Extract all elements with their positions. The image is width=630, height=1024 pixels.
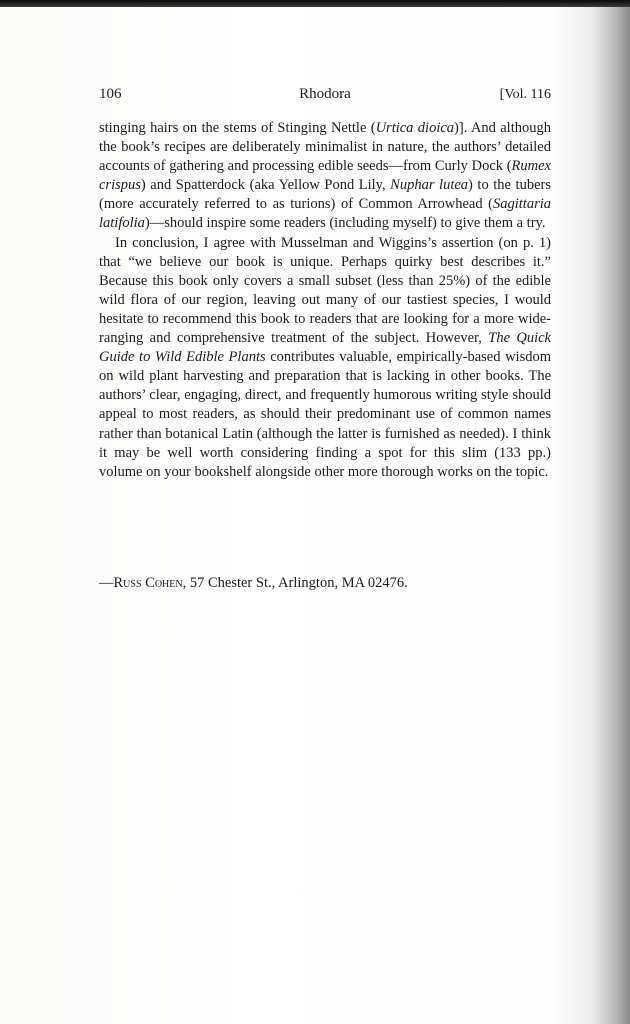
volume-label: [Vol. 116 <box>499 87 551 102</box>
p1-text-5: )—should inspire some readers (including myself) to give them a try. <box>144 215 546 232</box>
paragraph-2 <box>99 234 551 482</box>
p1-text-1: stinging hairs on the stems of Stinging Nettle ( <box>99 120 376 136</box>
p1-species-rumex: Rumex crispus <box>99 158 551 194</box>
p1-text-2: )]. And although the book’s recipes are deliberately minimalist in nature, the authors’ detailed accounts of gathering and processing edible seeds—from Curly Dock ( <box>99 120 551 175</box>
p1-species-urtica: Urtica dioica <box>375 120 455 136</box>
p2-text-1: In conclusion, I agree with Musselman and Wiggins’s assertion (on p. 1) that “we believe our book is unique. Perhaps quirky best describes it.” Because this book only covers a small subset (less than 25%) of the edible wild flora of our region, leaving out many of our tastiest species, I would hesitate to recommend this book to readers that are looking for a more wide-ranging and comprehensive treatment of the subject. However, <box>99 234 551 347</box>
p2-text-2: contributes valuable, empirically-based wisdom on wild plant harvesting and preparation that is lacking in other books. The authors’ clear, engaging, direct, and frequently humorous writing style should appeal to most readers, as should their predominant use of common names rather than botanical Latin (although the latter is furnished as needed). I think it may be well worth considering finding a spot for this slim (133 pp.) volume on your bookshelf alongside other more thorough works on the topic. <box>99 349 551 480</box>
signature-dash: — <box>99 575 114 591</box>
page-top-edge <box>0 0 630 7</box>
reviewer-name: Russ Cohen <box>113 575 183 591</box>
page-number: 106 <box>99 86 122 102</box>
reviewer-signature <box>99 574 551 593</box>
running-header <box>99 86 551 106</box>
p2-book-title: The Quick Guide to Wild Edible Plants <box>99 330 551 366</box>
p1-text-3: ) and Spatterdock (aka Yellow Pond Lily, <box>140 177 391 194</box>
p1-species-sagittaria: Sagittaria latifolia <box>99 196 551 232</box>
p1-species-nuphar: Nuphar lutea <box>390 177 469 194</box>
paragraph-1 <box>99 119 551 234</box>
reviewer-address: , 57 Chester St., Arlington, MA 02476. <box>182 575 408 591</box>
journal-title: Rhodora <box>299 86 351 102</box>
review-body <box>99 119 551 482</box>
p1-text-4: ) to the tubers (more accurately referred to as turions) of Common Arrowhead ( <box>99 177 551 213</box>
